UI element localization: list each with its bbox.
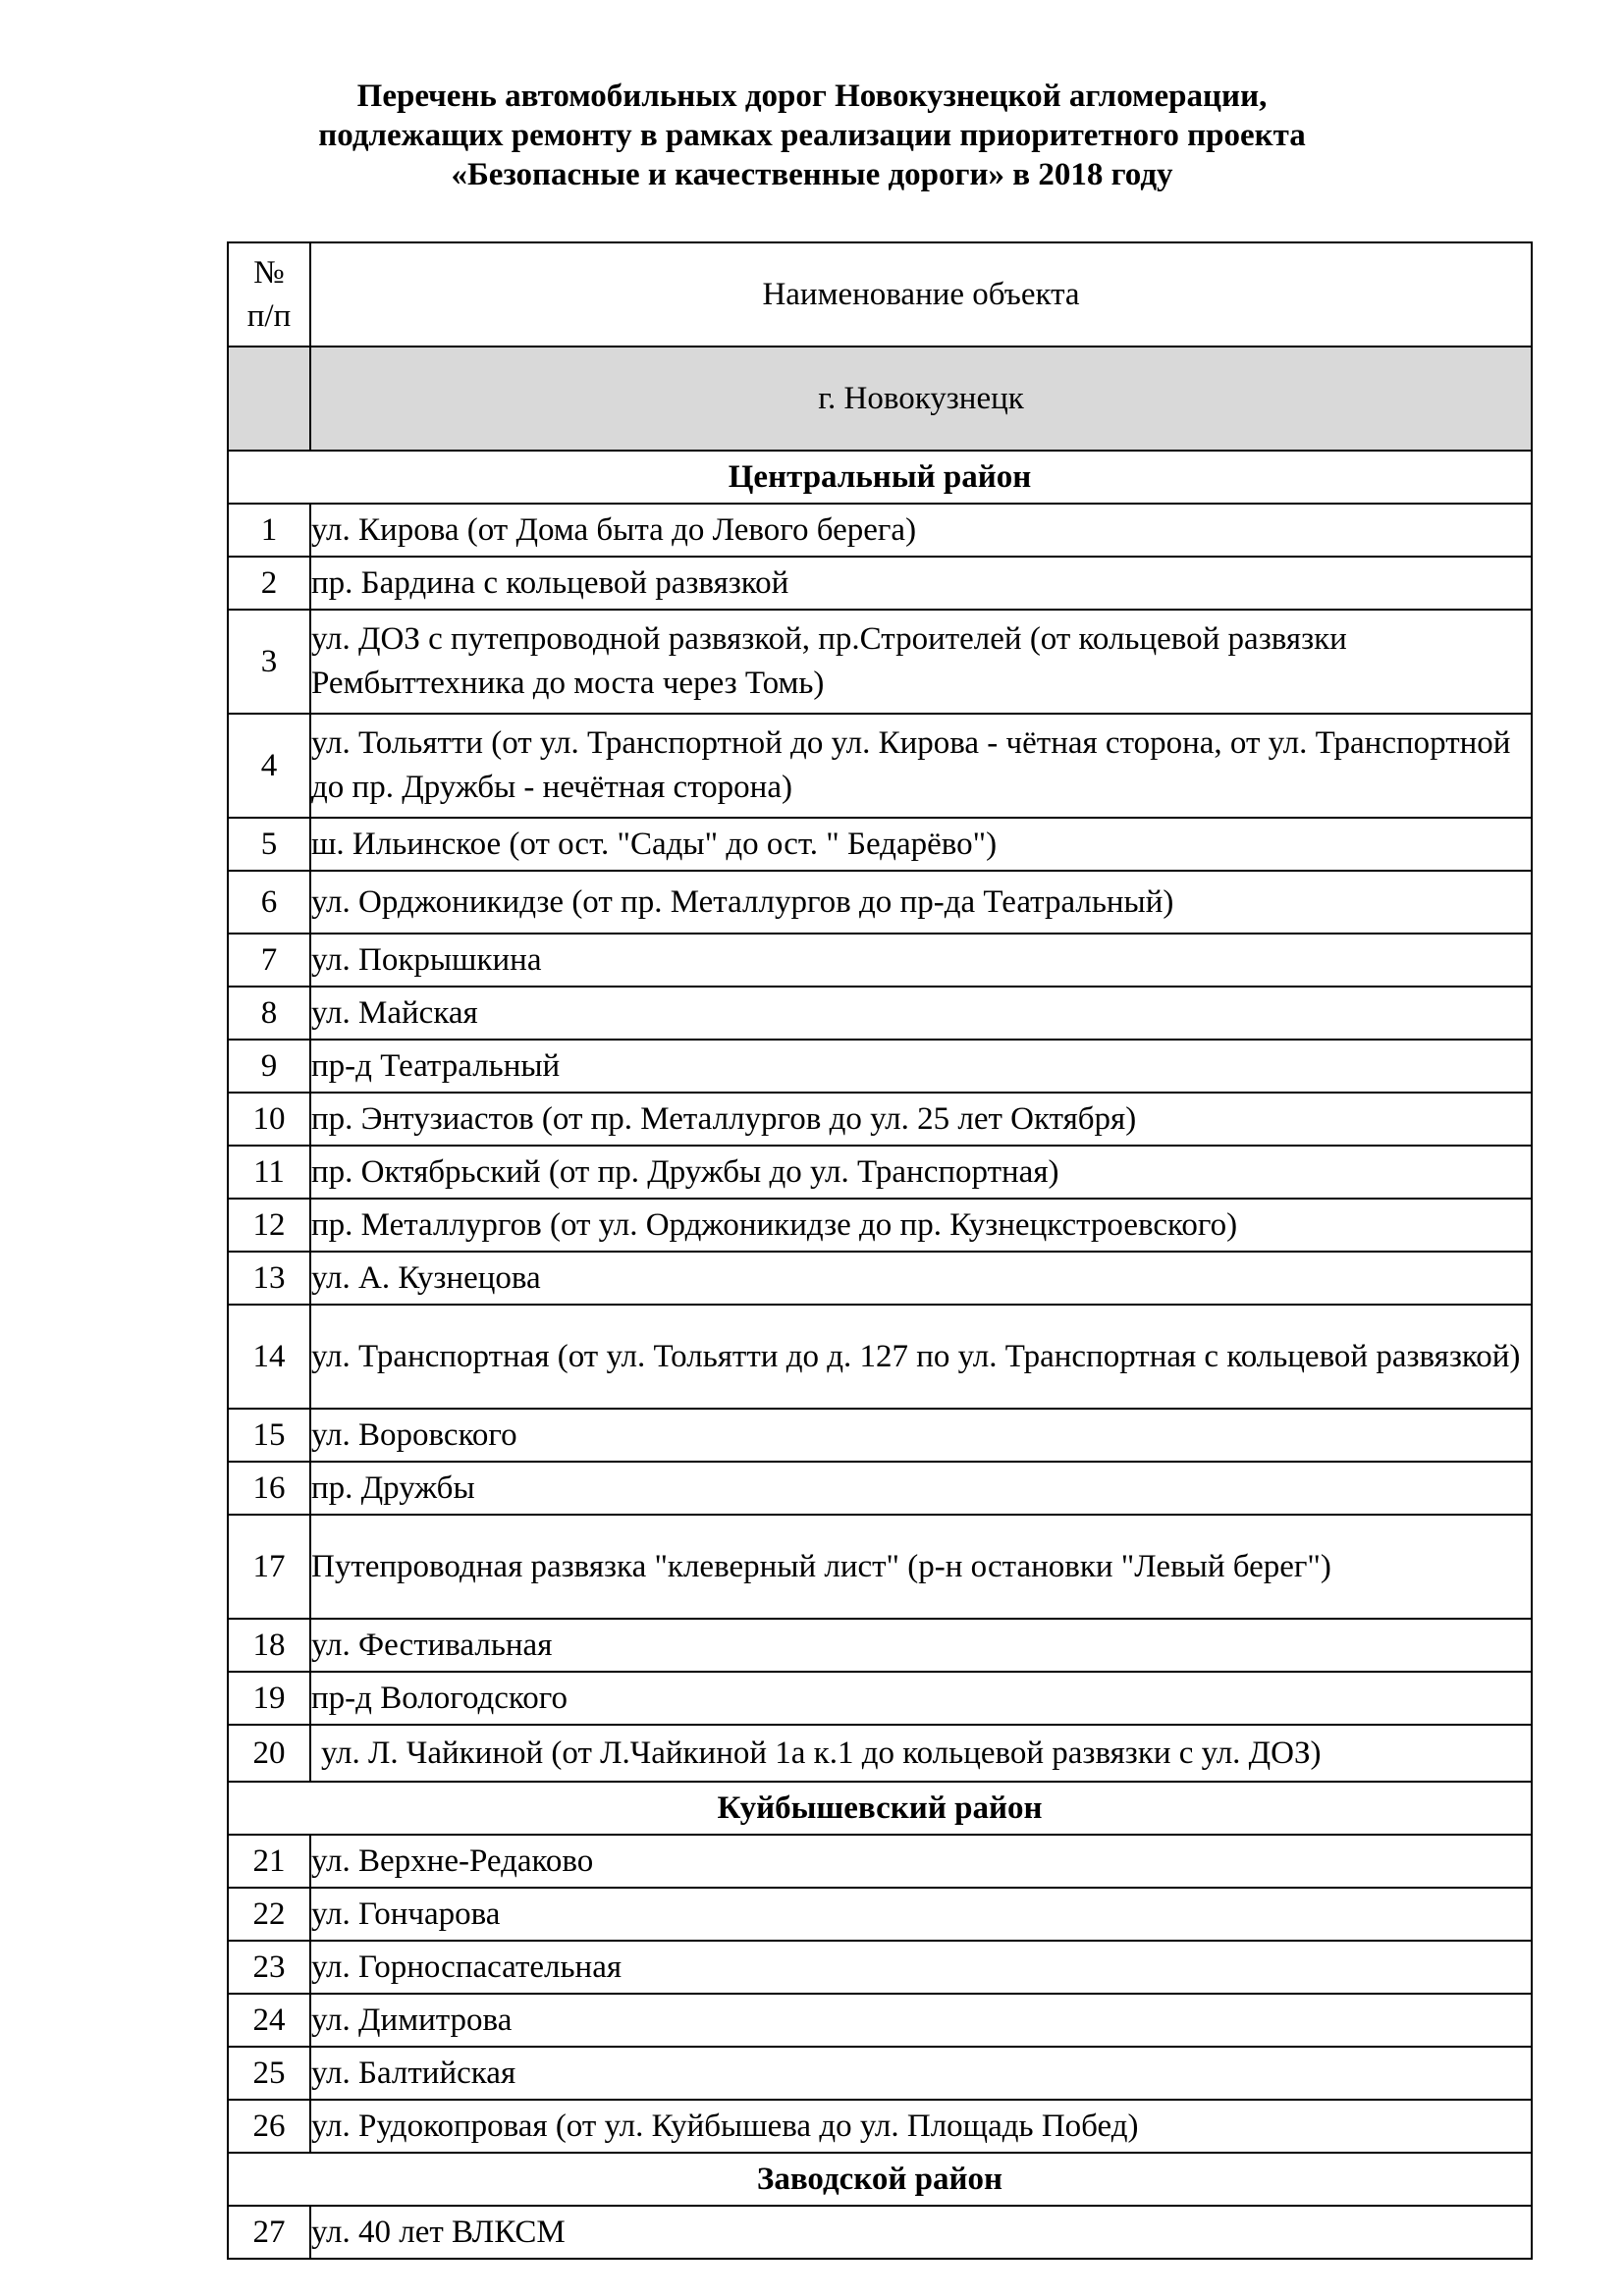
table-row	[228, 1941, 1532, 1994]
document-title	[0, 77, 1624, 194]
row-number: 27	[228, 2206, 310, 2259]
table-row	[228, 1888, 1532, 1941]
row-name: ул. Рудокопровая (от ул. Куйбышева до ул. Площадь Побед)	[310, 2100, 1532, 2153]
city-name-cell: г. Новокузнецк	[310, 347, 1532, 451]
row-number: 13	[228, 1252, 310, 1305]
table-row	[228, 1305, 1532, 1409]
section-row-central	[228, 451, 1532, 504]
row-name: ул. Воровского	[310, 1409, 1532, 1462]
row-number: 11	[228, 1146, 310, 1199]
row-name: ул. Гончарова	[310, 1888, 1532, 1941]
row-number: 9	[228, 1040, 310, 1093]
city-number-cell	[228, 347, 310, 451]
header-name-cell: Наименование объекта	[310, 242, 1532, 347]
table-row	[228, 1199, 1532, 1252]
table-row	[228, 1252, 1532, 1305]
table-row	[228, 1040, 1532, 1093]
table-row	[228, 1835, 1532, 1888]
table-row	[228, 714, 1532, 818]
row-name: ул. Майская	[310, 987, 1532, 1040]
row-name: ул. ДОЗ с путепроводной развязкой, пр.Строителей (от кольцевой развязки Рембыттехника до моста через Томь)	[310, 610, 1532, 714]
section-title: Заводской район	[228, 2153, 1532, 2206]
row-number: 26	[228, 2100, 310, 2153]
row-name: ул. А. Кузнецова	[310, 1252, 1532, 1305]
row-name: пр. Энтузиастов (от пр. Металлургов до ул. 25 лет Октября)	[310, 1093, 1532, 1146]
row-name: ул. Транспортная (от ул. Тольятти до д. 127 по ул. Транспортная с кольцевой развязкой)	[310, 1305, 1532, 1409]
table-header-row	[228, 242, 1532, 347]
section-row-kuibyshevsky	[228, 1782, 1532, 1835]
header-number-cell	[228, 242, 310, 347]
table-row	[228, 2047, 1532, 2100]
row-name: пр. Бардина с кольцевой развязкой	[310, 557, 1532, 610]
row-name: ул. Покрышкина	[310, 934, 1532, 987]
header-number-abbrev: п/п	[246, 298, 292, 334]
table-row	[228, 934, 1532, 987]
row-number: 5	[228, 818, 310, 871]
row-name: пр. Металлургов (от ул. Орджоникидзе до пр. Кузнецкстроевского)	[310, 1199, 1532, 1252]
row-number: 10	[228, 1093, 310, 1146]
header-number-symbol: №	[253, 255, 285, 291]
row-number: 8	[228, 987, 310, 1040]
row-number: 15	[228, 1409, 310, 1462]
table-row	[228, 1409, 1532, 1462]
row-name: ул. Горноспасательная	[310, 1941, 1532, 1994]
row-number: 3	[228, 610, 310, 714]
row-number: 6	[228, 871, 310, 934]
roads-table	[227, 241, 1533, 2260]
row-number: 25	[228, 2047, 310, 2100]
section-title: Куйбышевский район	[228, 1782, 1532, 1835]
row-number: 22	[228, 1888, 310, 1941]
row-number: 21	[228, 1835, 310, 1888]
row-name: ул. Балтийская	[310, 2047, 1532, 2100]
table-row	[228, 871, 1532, 934]
table-row	[228, 1672, 1532, 1725]
row-name: ул. Кирова (от Дома быта до Левого берега)	[310, 504, 1532, 557]
table-row	[228, 1515, 1532, 1619]
row-name: пр. Октябрьский (от пр. Дружбы до ул. Транспортная)	[310, 1146, 1532, 1199]
row-number: 14	[228, 1305, 310, 1409]
row-number: 20	[228, 1725, 310, 1782]
row-number: 1	[228, 504, 310, 557]
row-number: 2	[228, 557, 310, 610]
table-row	[228, 818, 1532, 871]
table-row	[228, 1462, 1532, 1515]
table-row	[228, 2206, 1532, 2259]
table-row	[228, 1093, 1532, 1146]
row-name: ш. Ильинское (от ост. "Сады" до ост. " Бедарёво")	[310, 818, 1532, 871]
row-name: ул. Фестивальная	[310, 1619, 1532, 1672]
table-row	[228, 1619, 1532, 1672]
row-number: 7	[228, 934, 310, 987]
row-number: 16	[228, 1462, 310, 1515]
row-number: 12	[228, 1199, 310, 1252]
row-name: Путепроводная развязка "клеверный лист" (р-н остановки "Левый берег")	[310, 1515, 1532, 1619]
table-row	[228, 610, 1532, 714]
row-name: ул. Орджоникидзе (от пр. Металлургов до пр-да Театральный)	[310, 871, 1532, 934]
row-name: ул. Димитрова	[310, 1994, 1532, 2047]
city-row	[228, 347, 1532, 451]
row-number: 4	[228, 714, 310, 818]
section-row-zavodskoy	[228, 2153, 1532, 2206]
row-number: 19	[228, 1672, 310, 1725]
row-number: 24	[228, 1994, 310, 2047]
table-row	[228, 987, 1532, 1040]
row-number: 18	[228, 1619, 310, 1672]
table-row	[228, 504, 1532, 557]
section-title: Центральный район	[228, 451, 1532, 504]
table-row	[228, 1994, 1532, 2047]
title-line: подлежащих ремонту в рамках реализации приоритетного проекта	[318, 118, 1306, 153]
table-row	[228, 2100, 1532, 2153]
table-row	[228, 1725, 1532, 1782]
row-name: ул. Тольятти (от ул. Транспортной до ул. Кирова - чётная сторона, от ул. Транспортной до пр. Дружбы - нечётная сторона)	[310, 714, 1532, 818]
row-number: 23	[228, 1941, 310, 1994]
row-name: ул. 40 лет ВЛКСМ	[310, 2206, 1532, 2259]
title-line: Перечень автомобильных дорог Новокузнецкой агломерации,	[356, 79, 1268, 114]
table-row	[228, 557, 1532, 610]
row-name: пр-д Театральный	[310, 1040, 1532, 1093]
row-name: пр-д Вологодского	[310, 1672, 1532, 1725]
row-name: ул. Л. Чайкиной (от Л.Чайкиной 1а к.1 до кольцевой развязки с ул. ДОЗ)	[310, 1725, 1532, 1782]
row-name: пр. Дружбы	[310, 1462, 1532, 1515]
title-line: «Безопасные и качественные дороги» в 2018 году	[451, 157, 1173, 192]
row-name: ул. Верхне-Редаково	[310, 1835, 1532, 1888]
table-row	[228, 1146, 1532, 1199]
row-number: 17	[228, 1515, 310, 1619]
